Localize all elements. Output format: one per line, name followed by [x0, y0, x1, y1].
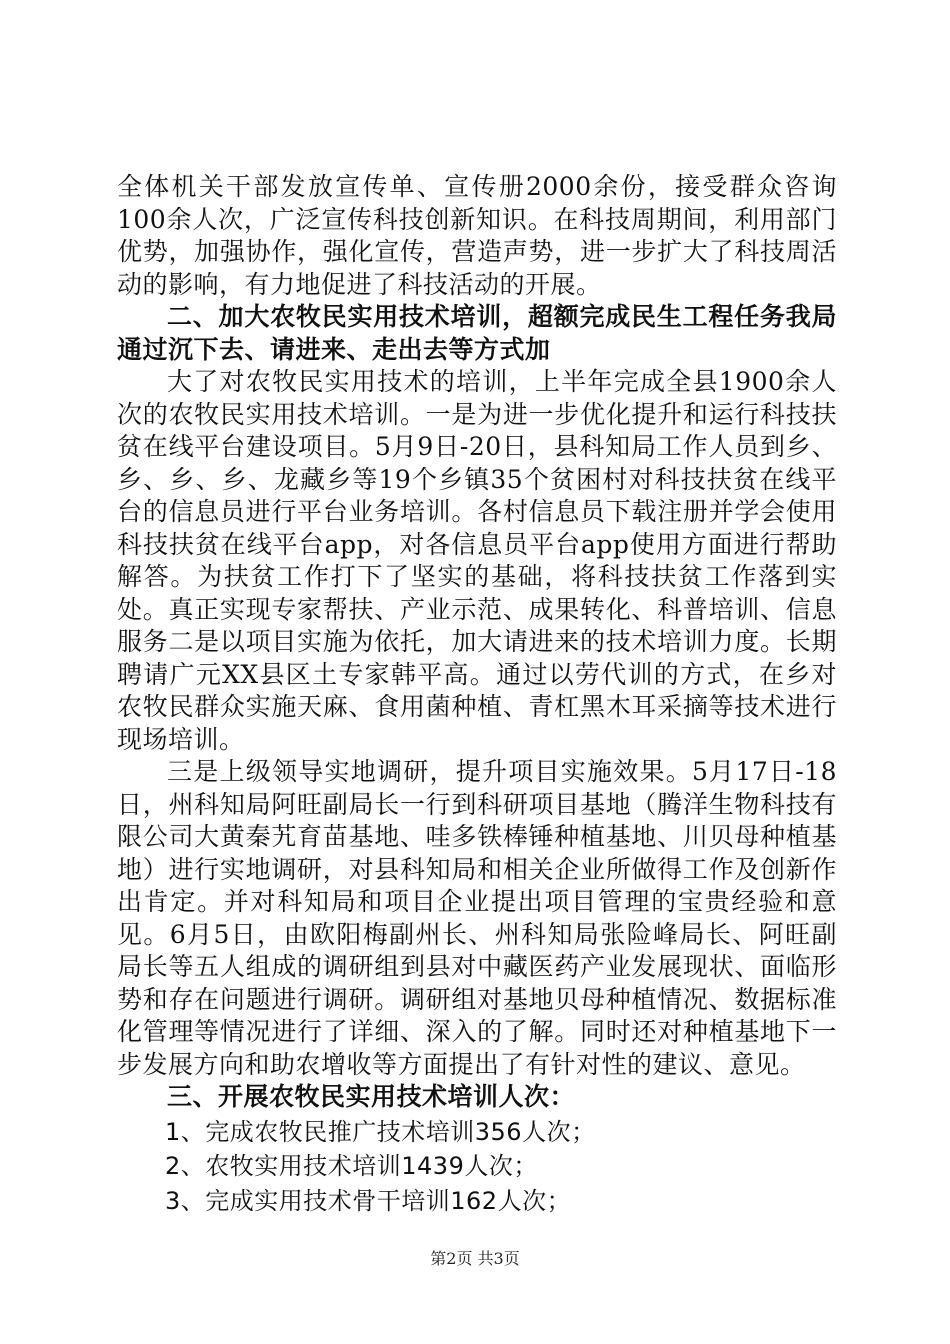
- list-item: 2、农牧实用技术培训1439人次；: [165, 1152, 538, 1180]
- list-item: 1、完成农牧民推广技术培训356人次；: [165, 1117, 596, 1146]
- section-heading-training: 二、加大农牧民实用技术培训，超额完成民生工程任务我局通过沉下去、请进来、走出去等方式加: [117, 302, 837, 364]
- page-footer: 第2页 共3页: [430, 1249, 520, 1268]
- section-heading-statistics: 三、开展农牧民实用技术培训人次：: [167, 1082, 576, 1111]
- paragraph-survey: 三是上级领导实地调研，提升项目实施效果。5月17日-18日，州科知局阿旺副局长一行到科研项目基地（腾洋生物科技有限公司大黄秦艽育苗基地、哇多铁棒锤种植基地、川贝母种植基地）进行实地调研，对县科知局和相关企业所做得工作及创新作出肯定。并对科知局和项目企业提出项目管理的宝贵经验和意见。6月5日，由欧阳梅副州长、州科知局张险峰局长、阿旺副局长等五人组成的调研组到县对中藏医药产业发展现状、面临形势和存在问题进行调研。调研组对基地贝母种植情况、数据标准化管理等情况进行了详细、深入的了解。同时还对种植基地下一步发展方向和助农增收等方面提出了有针对性的建议、意见。: [117, 757, 837, 1079]
- document-body: [117, 171, 837, 1217]
- paragraph-training: 大了对农牧民实用技术的培训，上半年完成全县1900余人次的农牧民实用技术培训。一是为进一步优化提升和运行科技扶贫在线平台建设项目。5月9日-20日，县科知局工作人员到乡、乡、乡、乡、龙藏乡等19个乡镇35个贫困村对科技扶贫在线平台的信息员进行平台业务培训。各村信息员下载注册并学会使用科技扶贫在线平台app，对各信息员平台app使用方面进行帮助解答。为扶贫工作打下了坚实的基础，将科技扶贫工作落到实处。真正实现专家帮扶、产业示范、成果转化、科普培训、信息服务二是以项目实施为依托，加大请进来的技术培训力度。长期聘请广元XX县区土专家韩平高。通过以劳代训的方式，在乡对农牧民群众实施天麻、食用菌种植、青杠黑木耳采摘等技术进行现场培训。: [117, 367, 837, 754]
- paragraph-publicity: 全体机关干部发放宣传单、宣传册2000余份，接受群众咨询100余人次，广泛宣传科技创新知识。在科技周期间，利用部门优势，加强协作，强化宣传，营造声势，进一步扩大了科技周活动的影响，有力地促进了科技活动的开展。: [117, 172, 837, 299]
- list-item: 3、完成实用技术骨干培训162人次；: [165, 1186, 572, 1215]
